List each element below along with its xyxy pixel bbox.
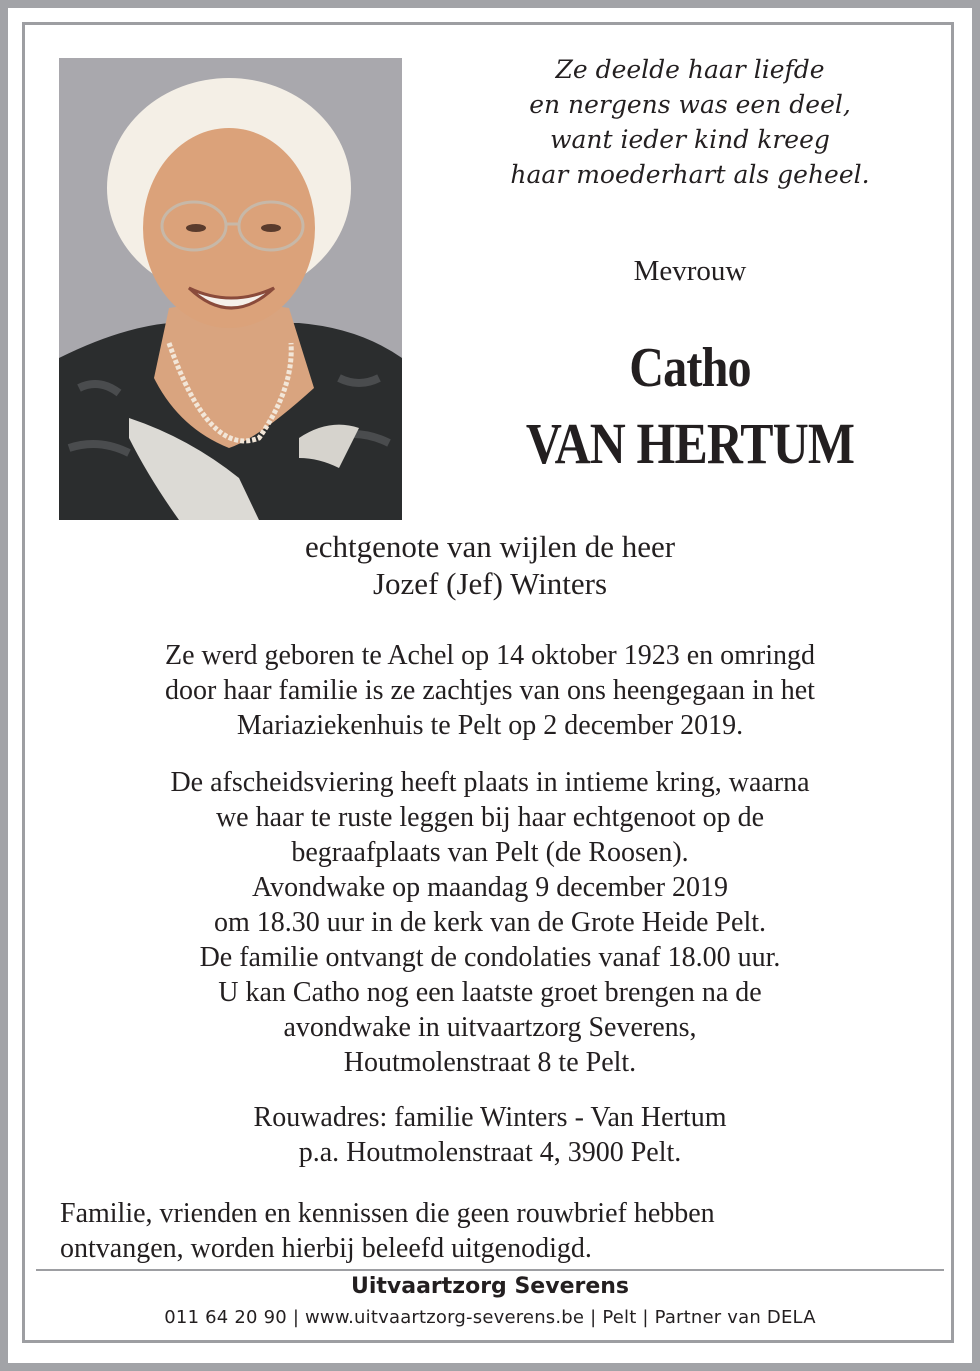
text-line: Houtmolenstraat 8 te Pelt. xyxy=(343,1047,637,1078)
text-line: De familie ontvangt de condolaties vanaf 18.00 uur. xyxy=(199,942,781,973)
deceased-last-name: VAN HERTUM xyxy=(525,411,855,476)
text-line: Avondwake op maandag 9 december 2019 xyxy=(251,872,729,903)
poem xyxy=(480,52,900,192)
text-line: Familie, vrienden en kennissen die geen rouwbrief hebben xyxy=(60,1198,715,1229)
text-line: we haar te ruste leggen bij haar echtgenoot op de xyxy=(215,802,765,833)
text-line: Ze werd geboren te Achel op 14 oktober 1923 en omringd xyxy=(164,640,816,671)
spouse-info xyxy=(40,528,940,602)
portrait-photo xyxy=(59,58,402,520)
poem-line: haar moederhart als geheel. xyxy=(510,160,870,189)
text-line: Mariaziekenhuis te Pelt op 2 december 2019. xyxy=(236,710,744,741)
poem-line: Ze deelde haar liefde xyxy=(555,55,825,84)
deceased-first-name: Catho xyxy=(629,337,751,399)
text-line: begraafplaats van Pelt (de Roosen). xyxy=(291,837,689,868)
spouse-name: Jozef (Jef) Winters xyxy=(372,566,608,601)
text-line: door haar familie is ze zachtjes van ons heengegaan in het xyxy=(165,675,815,706)
text-line: ontvangen, worden hierbij beleefd uitgenodigd. xyxy=(60,1233,592,1264)
funeral-home-name: Uitvaartzorg Severens xyxy=(350,1274,630,1299)
birth-death-paragraph xyxy=(40,638,940,743)
text-line: De afscheidsviering heeft plaats in intieme kring, waarna xyxy=(170,767,810,798)
text-line: Rouwadres: familie Winters - Van Hertum xyxy=(253,1102,727,1133)
text-line: p.a. Houtmolenstraat 4, 3900 Pelt. xyxy=(298,1137,682,1168)
spouse-relation: echtgenote van wijlen de heer xyxy=(304,529,676,564)
poem-line: want ieder kind kreeg xyxy=(550,125,830,154)
mourning-address xyxy=(40,1100,940,1170)
text-line: om 18.30 uur in de kerk van de Grote Heide Pelt. xyxy=(213,907,767,938)
footer-divider xyxy=(36,1269,944,1271)
poem-line: en nergens was een deel, xyxy=(529,90,851,119)
ceremony-paragraph xyxy=(40,765,940,1080)
honorific: Mevrouw xyxy=(633,255,747,287)
text-line: avondwake in uitvaartzorg Severens, xyxy=(283,1012,697,1043)
text-line: U kan Catho nog een laatste groet brengen na de xyxy=(218,977,762,1008)
funeral-home-contact: 011 64 20 90 | www.uitvaartzorg-severens.be | Pelt | Partner van DELA xyxy=(164,1307,816,1328)
portrait-image xyxy=(59,58,402,520)
invitation-paragraph xyxy=(60,1196,940,1266)
